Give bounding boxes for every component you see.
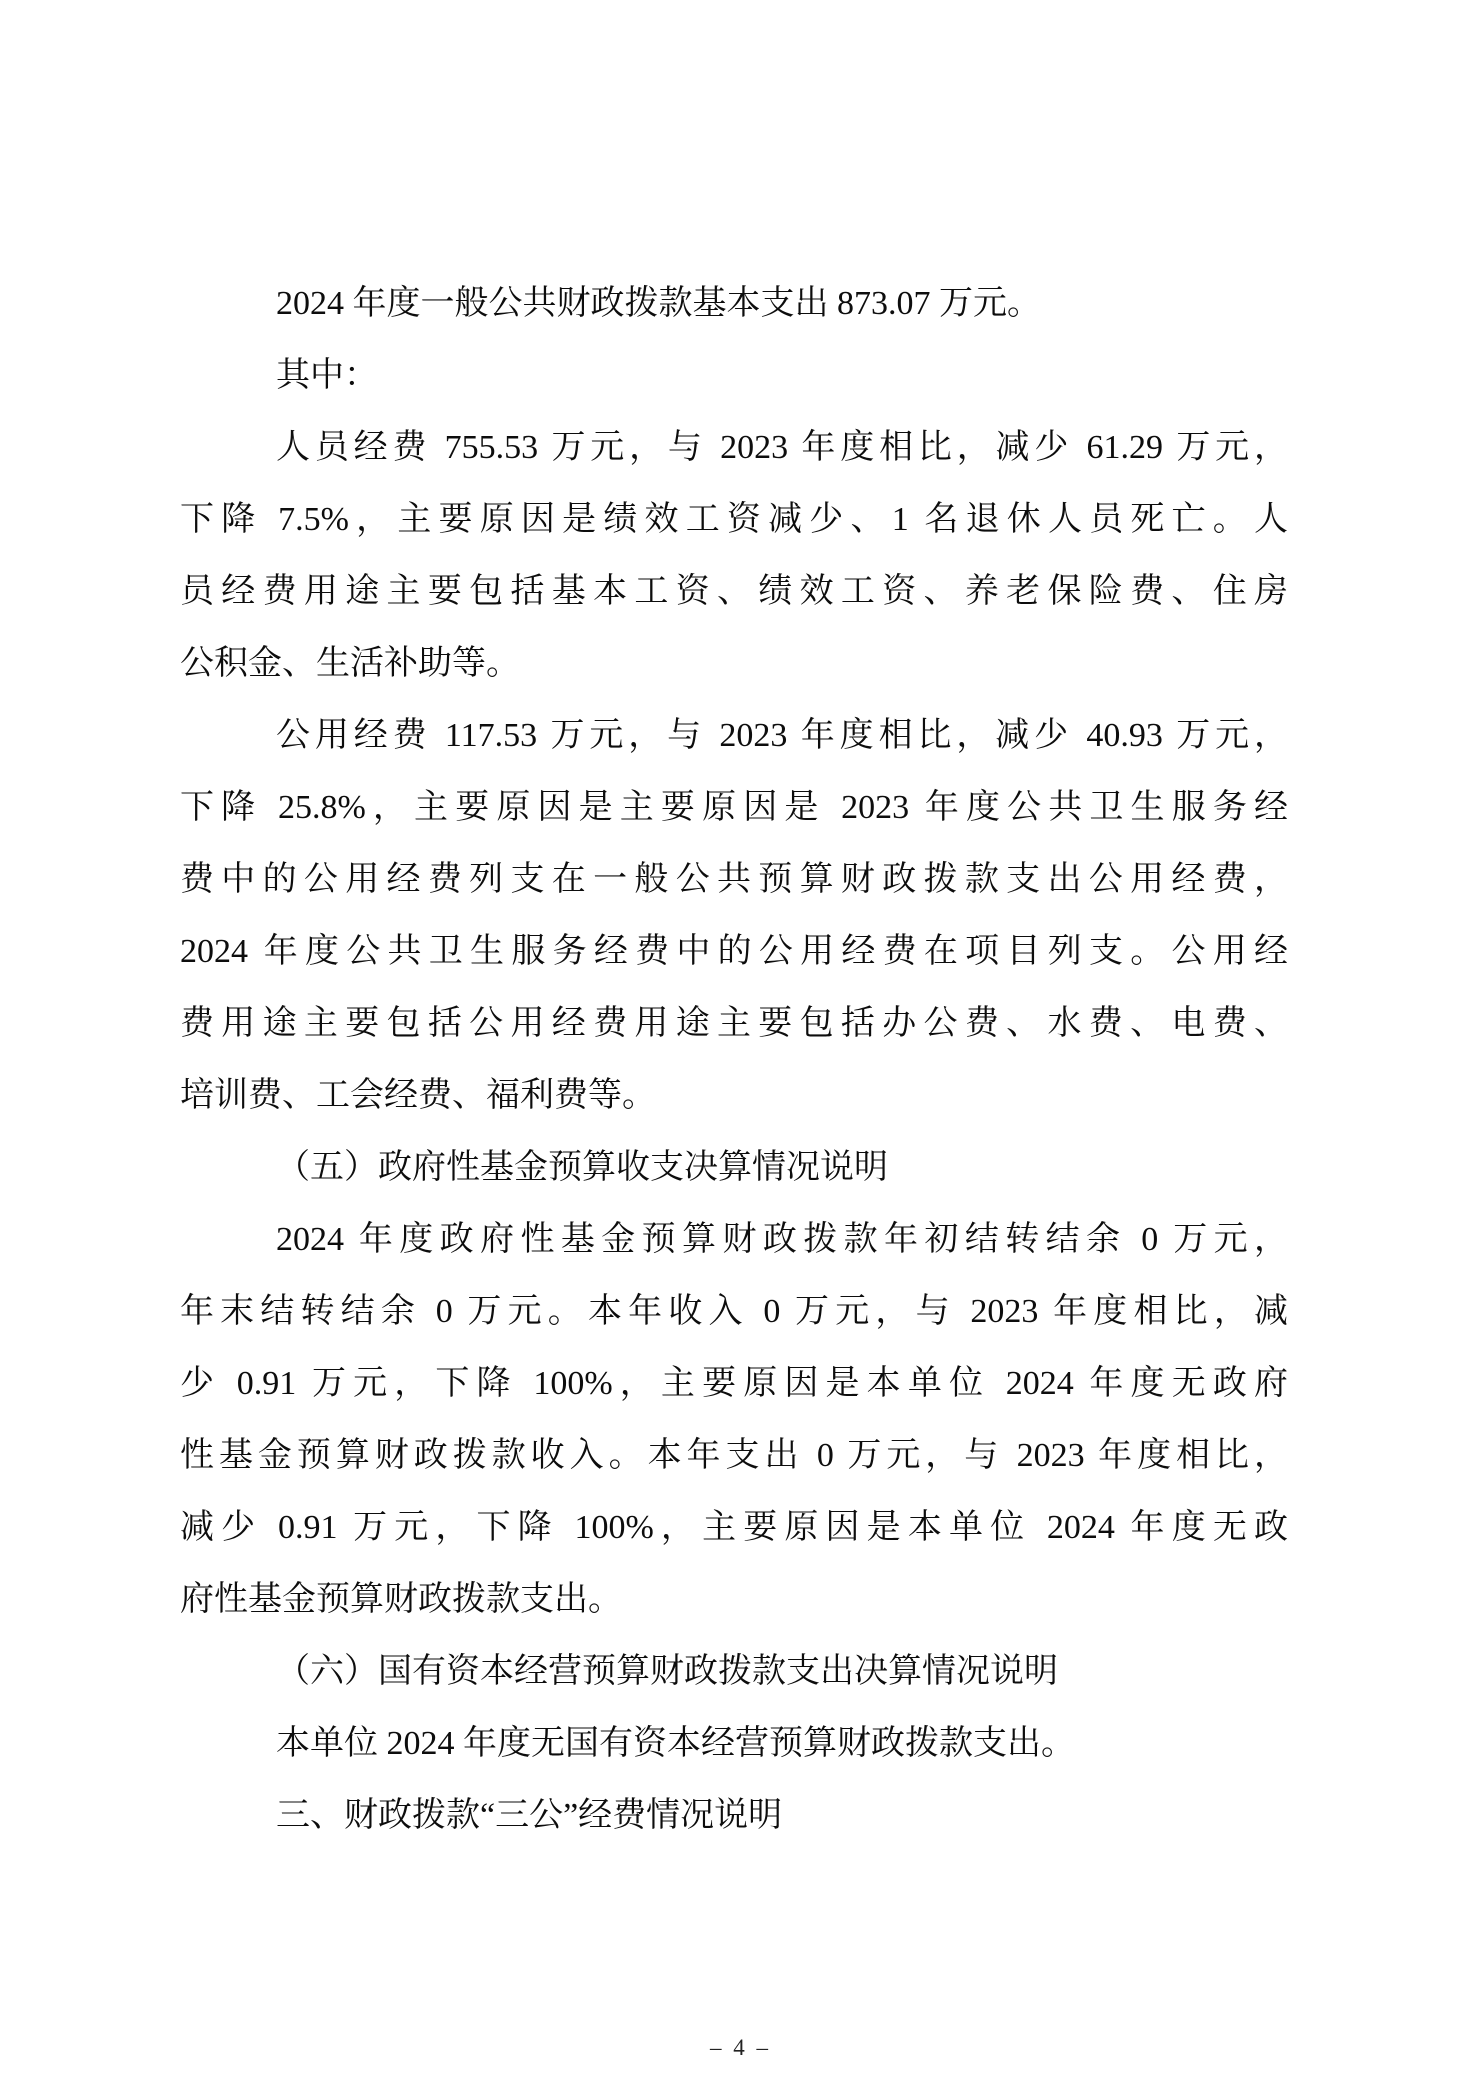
- text-line: 费中的公用经费列支在一般公共预算财政拨款支出公用经费，: [180, 861, 1288, 898]
- text-line: 本单位 2024 年度无国有资本经营预算财政拨款支出。: [276, 1725, 1075, 1762]
- text-line: 府性基金预算财政拨款支出。: [180, 1581, 622, 1618]
- text-line: 员经费用途主要包括基本工资、绩效工资、养老保险费、住房: [180, 573, 1288, 610]
- text-line: （六）国有资本经营预算财政拨款支出决算情况说明: [276, 1653, 1058, 1690]
- text-line: 下降 25.8%，主要原因是主要原因是 2023 年度公共卫生服务经: [180, 789, 1288, 826]
- text-line: 性基金预算财政拨款收入。本年支出 0 万元，与 2023 年度相比，: [180, 1437, 1288, 1474]
- text-line: 公积金、生活补助等。: [180, 645, 520, 682]
- text-line: 其中：: [276, 357, 378, 394]
- text-line: 公用经费 117.53 万元，与 2023 年度相比，减少 40.93 万元，: [276, 717, 1288, 754]
- text-line: 2024 年度一般公共财政拨款基本支出 873.07 万元。: [276, 285, 1041, 322]
- text-line: 下降 7.5%，主要原因是绩效工资减少、1 名退休人员死亡。人: [180, 501, 1288, 538]
- document-body: [180, 268, 1288, 1852]
- text-line: 培训费、工会经费、福利费等。: [180, 1077, 656, 1114]
- text-line: 2024 年度政府性基金预算财政拨款年初结转结余 0 万元，: [276, 1221, 1288, 1258]
- text-line: 费用途主要包括公用经费用途主要包括办公费、水费、电费、: [180, 1005, 1288, 1042]
- text-line: 年末结转结余 0 万元。本年收入 0 万元，与 2023 年度相比，减: [180, 1293, 1288, 1330]
- page-number: – 4 –: [710, 2035, 771, 2060]
- text-line: 减少 0.91 万元，下降 100%，主要原因是本单位 2024 年度无政: [180, 1509, 1288, 1546]
- page-footer: [0, 2028, 1481, 2068]
- text-line: 2024 年度公共卫生服务经费中的公用经费在项目列支。公用经: [180, 933, 1288, 970]
- text-line: 人员经费 755.53 万元，与 2023 年度相比，减少 61.29 万元，: [276, 429, 1288, 466]
- text-line: 三、财政拨款“三公”经费情况说明: [276, 1797, 783, 1834]
- text-line: （五）政府性基金预算收支决算情况说明: [276, 1149, 888, 1186]
- text-line: 少 0.91 万元，下降 100%，主要原因是本单位 2024 年度无政府: [180, 1365, 1288, 1402]
